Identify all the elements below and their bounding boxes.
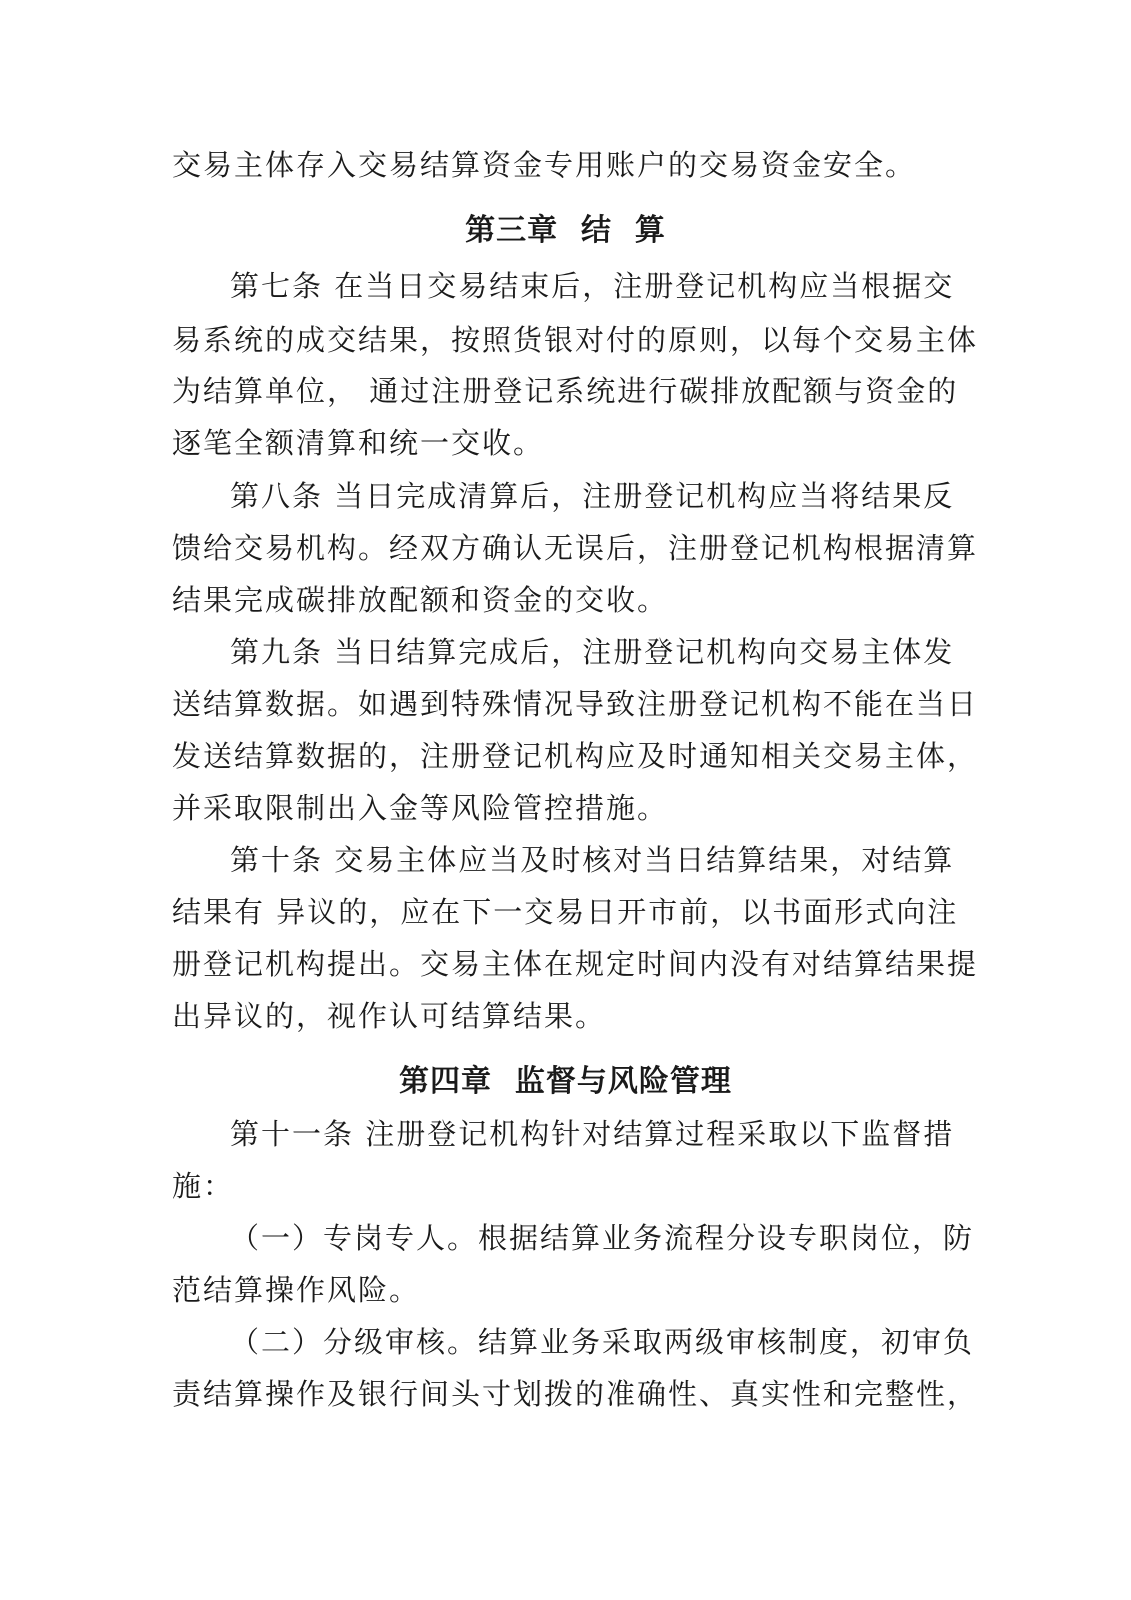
measure-2-line: 责结算操作及银行间头寸划拨的准确性、真实性和完整性， xyxy=(172,1377,979,1411)
article-11-line: 第十一条 注册登记机构针对结算过程采取以下监督措 xyxy=(230,1117,955,1151)
article-10-line: 出异议的，视作认可结算结果。 xyxy=(172,999,607,1033)
article-8-line: 结果完成碳排放配额和资金的交收。 xyxy=(172,583,669,617)
article-9-line: 发送结算数据的，注册登记机构应及时通知相关交易主体， xyxy=(172,739,979,773)
body-text-line: 交易主体存入交易结算资金专用账户的交易资金安全。 xyxy=(172,148,917,182)
chapter-heading: 第四章 监督与风险管理 xyxy=(399,1064,732,1099)
measure-1-line: （一）专岗专人。根据结算业务流程分设专职岗位，防 xyxy=(230,1221,975,1255)
article-10-line: 册登记机构提出。交易主体在规定时间内没有对结算结果提 xyxy=(172,947,979,981)
article-9-line: 并采取限制出入金等风险管控措施。 xyxy=(172,791,669,825)
measure-2-line: （二）分级审核。结算业务采取两级审核制度，初审负 xyxy=(230,1325,975,1359)
measure-1-line: 范结算操作风险。 xyxy=(172,1273,421,1307)
article-7-line: 第七条 在当日交易结束后，注册登记机构应当根据交 xyxy=(230,269,955,303)
article-11-line: 施： xyxy=(172,1169,235,1203)
article-10-line: 结果有 异议的，应在下一交易日开市前，以书面形式向注 xyxy=(172,895,959,929)
article-8-line: 馈给交易机构。经双方确认无误后，注册登记机构根据清算 xyxy=(172,531,979,565)
article-9-line: 第九条 当日结算完成后，注册登记机构向交易主体发 xyxy=(230,635,955,669)
article-7-line: 为结算单位， 通过注册登记系统进行碳排放配额与资金的 xyxy=(172,374,959,408)
chapter-heading: 第三章 结 算 xyxy=(465,213,666,248)
article-7-line: 易系统的成交结果，按照货银对付的原则，以每个交易主体 xyxy=(172,323,979,357)
article-10-line: 第十条 交易主体应当及时核对当日结算结果，对结算 xyxy=(230,843,955,877)
article-9-line: 送结算数据。如遇到特殊情况导致注册登记机构不能在当日 xyxy=(172,687,979,721)
article-8-line: 第八条 当日完成清算后，注册登记机构应当将结果反 xyxy=(230,479,955,513)
article-7-line: 逐笔全额清算和统一交收。 xyxy=(172,426,545,460)
